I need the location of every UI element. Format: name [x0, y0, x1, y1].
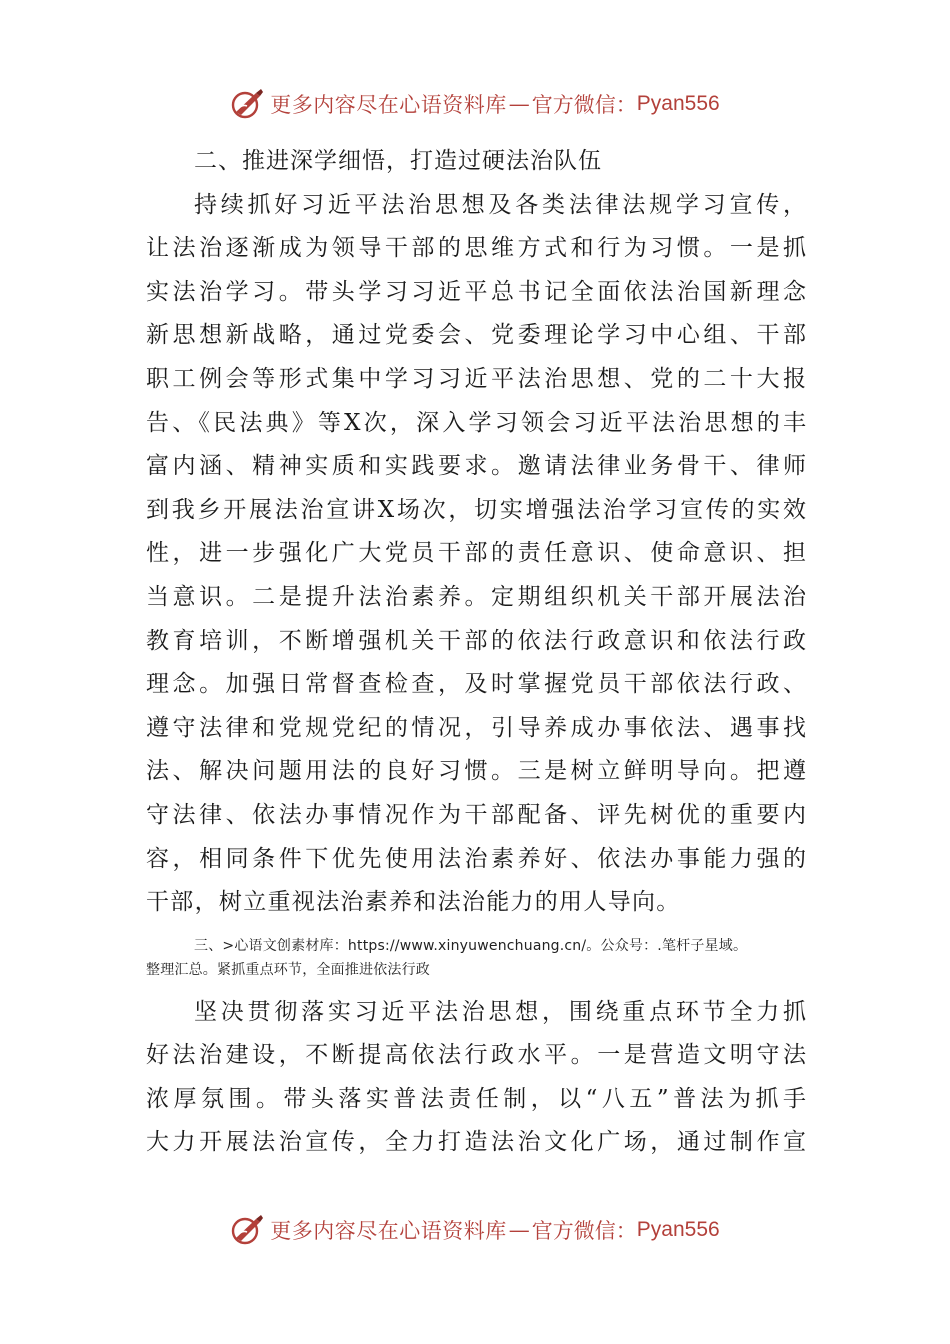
paragraph-line: 性，进一步强化广大党员干部的责任意识、使命意识、担: [146, 540, 806, 567]
paragraph-line: 到我乡开展法治宣讲X场次，切实增强法治学习宣传的实效: [146, 496, 806, 523]
banner-text: 更多内容尽在心语资料库: [270, 93, 507, 117]
paragraph-line: 持续抓好习近平法治思想及各类法律法规学习宣传，: [194, 191, 806, 218]
banner-separator: —: [508, 1218, 530, 1242]
paragraph-line: 职工例会等形式集中学习习近平法治思想、党的二十大报: [146, 365, 806, 392]
paragraph-line: 新思想新战略，通过党委会、党委理论学习中心组、干部: [146, 322, 806, 349]
paragraph-line: 实法治学习。带头学习习近平总书记全面依法治国新理念: [146, 278, 806, 305]
paragraph-line: 让法治逐渐成为领导干部的思维方式和行为习惯。一是抓: [146, 235, 806, 262]
paragraph-line: 大力开展法治宣传，全力打造法治文化广场，通过制作宣: [146, 1129, 806, 1156]
paragraph-line: 教育培训，不断增强机关干部的依法行政意识和依法行政: [146, 627, 806, 654]
paragraph-line: 富内涵、精神实质和实践要求。邀请法律业务骨干、律师: [146, 453, 806, 480]
paragraph-line: 当意识。二是提升法治素养。定期组织机关干部开展法治: [146, 583, 806, 610]
paragraph-line: 干部，树立重视法治素养和法治能力的用人导向。: [146, 889, 681, 916]
paragraph-2: [146, 991, 806, 1165]
paragraph-line: 理念。加强日常督查检查，及时掌握党员干部依法行政、: [146, 671, 806, 698]
paragraph-line: 法、解决问题用法的良好习惯。三是树立鲜明导向。把遵: [146, 758, 806, 785]
paragraph-line: 守法律、依法办事情况作为干部配备、评先树优的重要内: [146, 801, 806, 828]
paragraph-line: 遵守法律和党规党纪的情况，引导养成办事依法、遇事找: [146, 714, 806, 741]
paragraph-line: 容，相同条件下优先使用法治素养好、依法办事能力强的: [146, 845, 806, 872]
pen-logo-icon: [230, 1213, 264, 1247]
paragraph-line: 告、《民法典》等X次，深入学习领会习近平法治思想的丰: [146, 409, 806, 436]
header-banner: [0, 84, 950, 124]
banner-text: 更多内容尽在心语资料库: [270, 1219, 507, 1243]
banner-wechat-label: 官方微信：: [531, 93, 637, 117]
banner-wechat-id: Pyan556: [636, 1218, 720, 1241]
banner-wechat-label: 官方微信：: [531, 1219, 637, 1243]
document-body: [146, 140, 806, 1165]
footer-banner: [0, 1210, 950, 1250]
section-heading-3-line2: 整理汇总。紧抓重点环节，全面推进依法行政: [146, 961, 430, 978]
paragraph-line: 好法治建设，不断提高依法行政水平。一是营造文明守法: [146, 1042, 806, 1069]
banner-separator: —: [508, 92, 530, 116]
pen-logo-icon: [230, 87, 264, 121]
paragraph-line: 浓厚氛围。带头落实普法责任制，以“八五”普法为抓手: [146, 1085, 806, 1112]
section-heading-3-line1: 三、>心语文创素材库：https://www.xinyuwenchuang.cn/。公众号：.笔杆子星域。: [194, 937, 748, 954]
banner-wechat-id: Pyan556: [636, 92, 720, 115]
section-heading-2: 二、推进深学细悟，打造过硬法治队伍: [194, 148, 602, 174]
paragraph-1: [146, 184, 806, 925]
paragraph-line: 坚决贯彻落实习近平法治思想，围绕重点环节全力抓: [194, 998, 806, 1025]
